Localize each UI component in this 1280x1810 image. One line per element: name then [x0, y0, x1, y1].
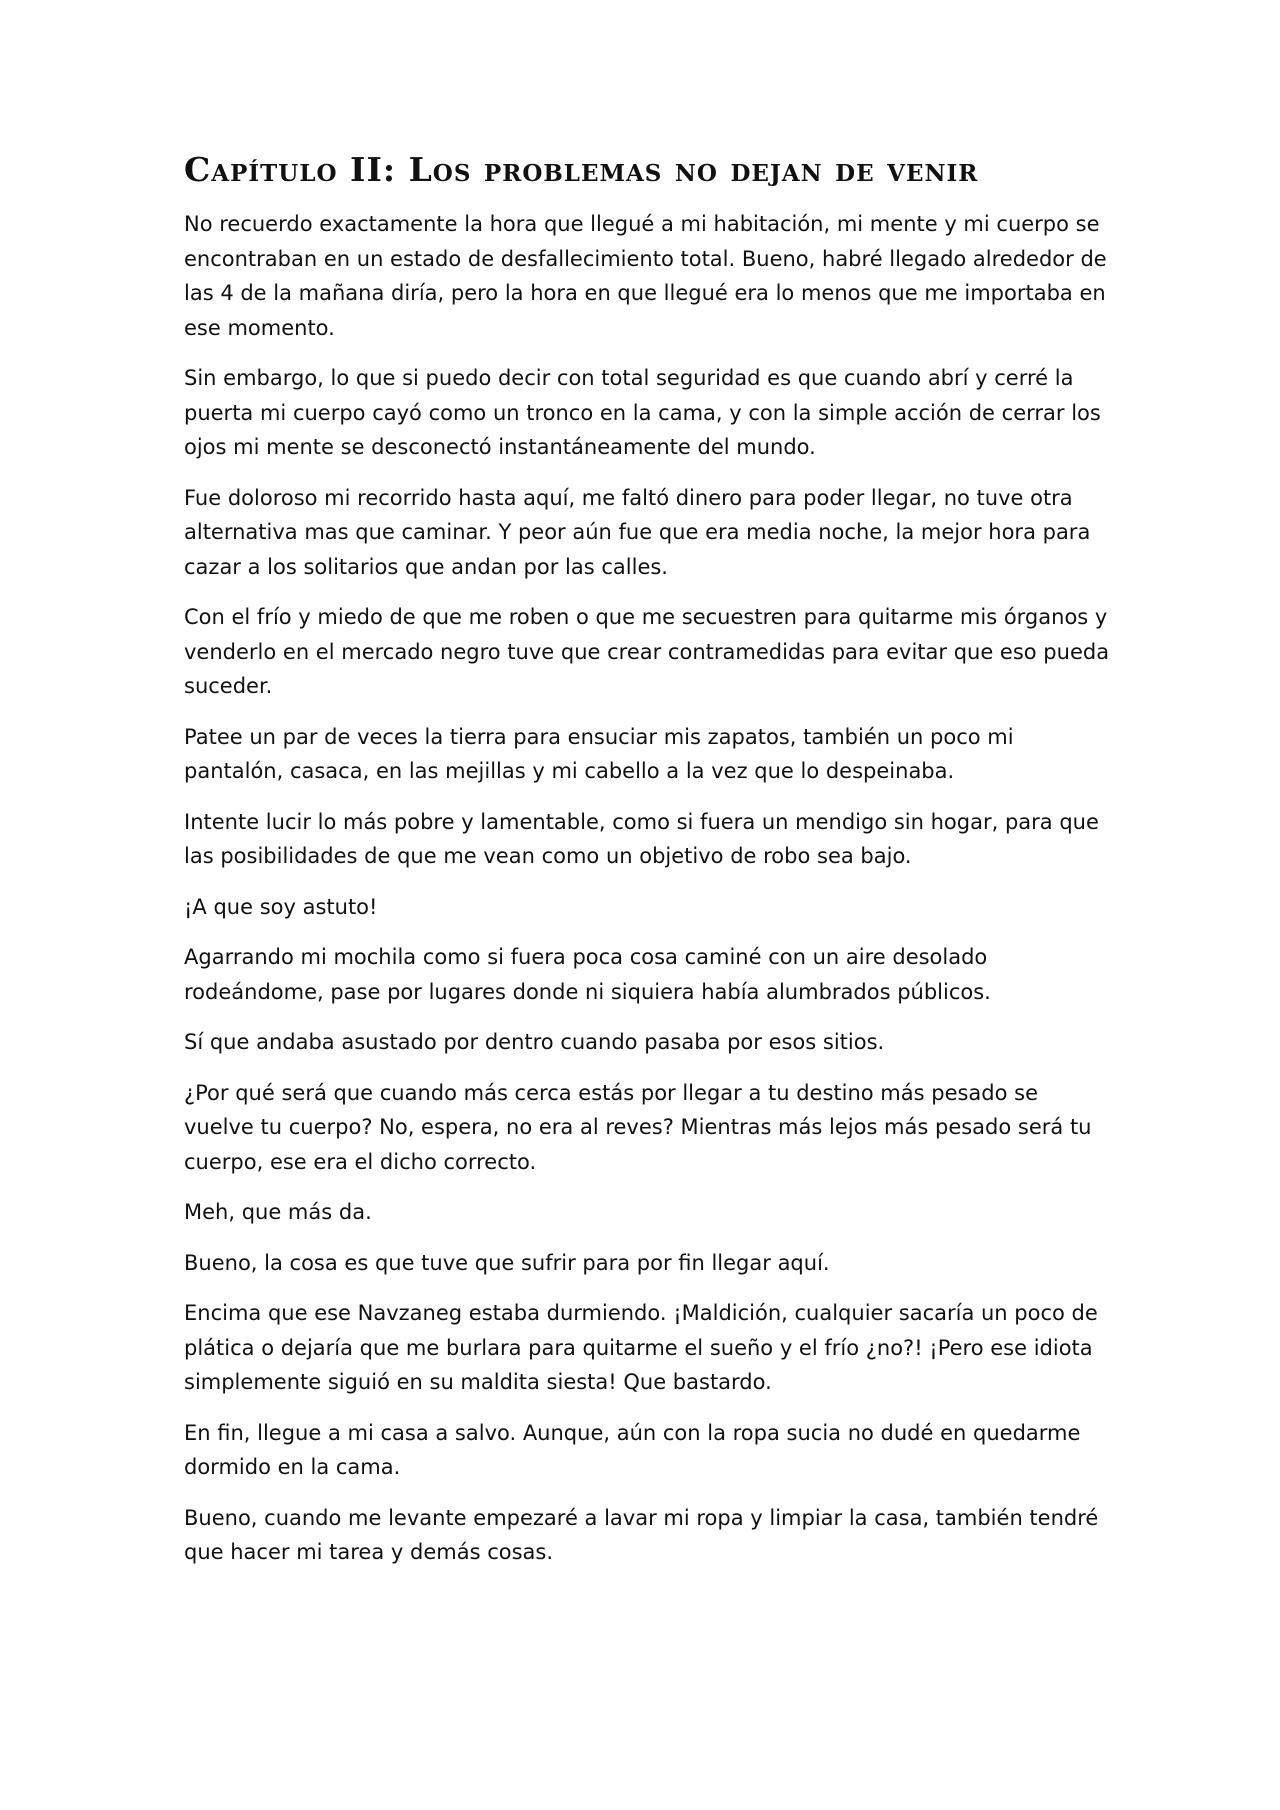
paragraph: En fin, llegue a mi casa a salvo. Aunque, aún con la ropa sucia no dudé en quedarme dormido en la cama. [184, 1420, 1081, 1479]
paragraph: Agarrando mi mochila como si fuera poca cosa caminé con un aire desolado rodeándome, pase por lugares donde ni siquiera había alumbrados públicos. [184, 945, 991, 1004]
paragraph: ¡A que soy astuto! [184, 894, 378, 919]
paragraph: Sí que andaba asustado por dentro cuando pasaba por esos sitios. [184, 1030, 885, 1054]
paragraph: Patee un par de veces la tierra para ensuciar mis zapatos, también un poco mi pantalón, casaca, en las mejillas y mi cabello a la vez que lo despeinaba. [184, 724, 1014, 783]
chapter-title: Capítulo II: Los problemas no dejan de venir [184, 150, 979, 189]
paragraph: Con el frío y miedo de que me roben o que me secuestren para quitarme mis órganos y venderlo en el mercado negro tuve que crear contramedidas para evitar que eso pueda suceder. [184, 605, 1110, 698]
paragraph: Bueno, la cosa es que tuve que sufrir para por fin llegar aquí. [184, 1250, 830, 1275]
paragraph: ¿Por qué será que cuando más cerca estás por llegar a tu destino más pesado se vuelve tu cuerpo? No, espera, no era al reves? Mientras más lejos más pesado será tu cuerpo, ese era el dicho correcto. [184, 1080, 1092, 1174]
paragraph: Intente lucir lo más pobre y lamentable, como si fuera un mendigo sin hogar, para que las posibilidades de que me vean como un objetivo de robo sea bajo. [184, 809, 1099, 868]
document-page [184, 150, 1114, 1586]
paragraph: No recuerdo exactamente la hora que llegué a mi habitación, mi mente y mi cuerpo se encontraban en un estado de desfallecimiento total. Bueno, habré llegado alrededor de las 4 de la mañana diría, pero la hora en que llegué era lo menos que me importaba en ese momento. [184, 212, 1107, 340]
paragraph: Sin embargo, lo que si puedo decir con total seguridad es que cuando abrí y cerré la puerta mi cuerpo cayó como un tronco en la cama, y con la simple acción de cerrar los ojos mi mente se desconectó instantáneamente del mundo. [184, 366, 1101, 459]
paragraph: Bueno, cuando me levante empezaré a lavar mi ropa y limpiar la casa, también tendré que hacer mi tarea y demás cosas. [184, 1505, 1099, 1564]
paragraph: Fue doloroso mi recorrido hasta aquí, me faltó dinero para poder llegar, no tuve otra alternativa mas que caminar. Y peor aún fue que era media noche, la mejor hora para cazar a los solitarios que andan por las calles. [184, 485, 1091, 579]
paragraph: Encima que ese Navzaneg estaba durmiendo. ¡Maldición, cualquier sacaría un poco de plática o dejaría que me burlara para quitarme el sueño y el frío ¿no?! ¡Pero ese idiota simplemente siguió en su maldita siesta! Que bastardo. [184, 1301, 1098, 1394]
paragraph: Meh, que más da. [184, 1200, 372, 1224]
